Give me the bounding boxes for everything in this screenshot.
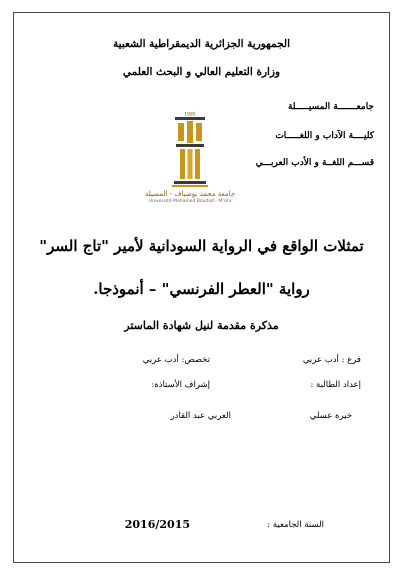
department-name: قســـم اللغــة و الأدب العربـــي — [255, 158, 374, 168]
logo-year: 1985 — [184, 112, 196, 118]
ministry-heading: وزارة التعليم العالي و البحث العلمي — [122, 66, 281, 78]
branch-label: فرع : أدب عربي — [302, 355, 361, 365]
logo-caption-french: Université Mohamed Boudiaf - M'sila — [148, 199, 232, 204]
thesis-title-line-1: تمثلات الواقع في الرواية السودانية لأمير "تاج السر" — [39, 237, 364, 255]
republic-heading: الجمهورية الجزائرية الديمقراطية الشعبية — [112, 38, 290, 50]
student-name: خيرة عسلي — [309, 411, 352, 421]
supervisor-label: إشراف الأستاذة: — [151, 380, 210, 390]
logo-caption-arabic: جامعة محمد بوضياف - المسيلة — [144, 190, 236, 198]
university-logo-icon — [166, 111, 214, 201]
faculty-name: كليــــة الآداب و اللغـــــات — [275, 131, 374, 141]
thesis-subtitle: مذكرة مقدمة لنيل شهادة الماستر — [124, 319, 279, 332]
academic-year-value: 2016/2015 — [124, 518, 190, 531]
specialty-label: تخصص: أدب عربي — [142, 355, 210, 365]
supervisor-name: العربي عبد القادر — [170, 411, 231, 421]
university-name: جامعـــــــة المسيـــــلة — [287, 102, 374, 112]
academic-year-label: السنة الجامعية : — [267, 520, 324, 530]
thesis-title-line-2: رواية "العطر الفرنسي" – أنموذجا. — [93, 280, 310, 298]
student-label: إعداد الطالبة : — [310, 380, 361, 390]
